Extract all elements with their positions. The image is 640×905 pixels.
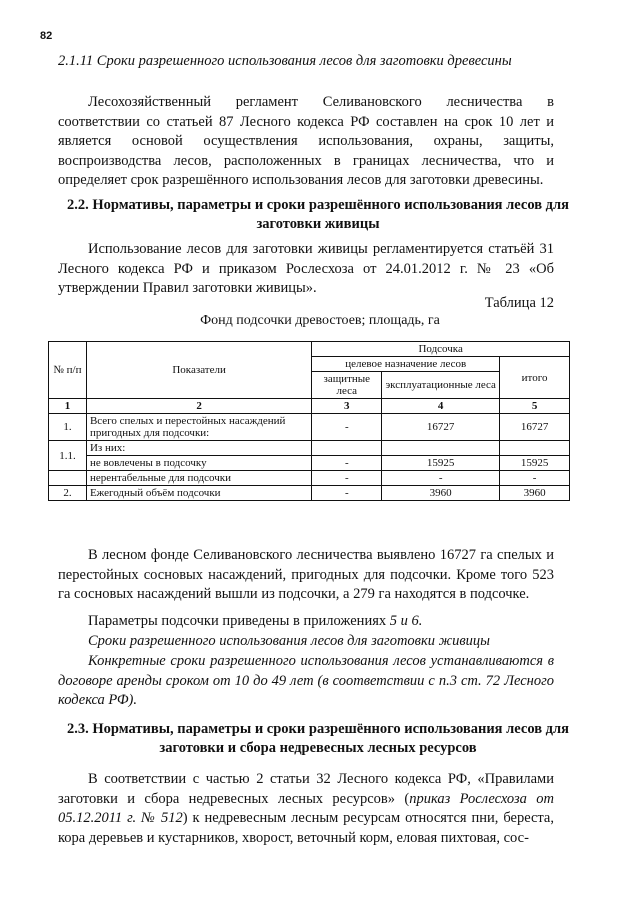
table-row <box>49 441 570 456</box>
header-podsochka: Подсочка <box>312 342 570 357</box>
header-indicators: Показатели <box>86 342 311 399</box>
header-number: № п/п <box>49 342 87 399</box>
row-protective: - <box>312 471 382 486</box>
header-protective: защитные леса <box>312 372 382 399</box>
col-number: 3 <box>312 399 382 414</box>
row-name: Всего спелых и перестойных насаждений пригодных для подсочки: <box>86 414 311 441</box>
paragraph-resin-law: Использование лесов для заготовки живицы регламентируется статьёй 31 Лесного кодекса РФ и приказом Рослесхоза от 24.01.2012 г. № 23 «Об утверждении Правил заготовки живицы». <box>58 241 554 296</box>
row-name: Ежегодный объём подсочки <box>86 486 311 501</box>
row-total <box>500 441 570 456</box>
paragraph-appendix-ref: Параметры подсочки приведены в приложениях 5 и 6. <box>88 613 423 629</box>
row-exploitation <box>382 441 500 456</box>
row-protective: - <box>312 456 382 471</box>
header-purpose: целевое назначение лесов <box>312 357 500 372</box>
row-name: нерентабельные для подсочки <box>86 471 311 486</box>
header-total: итого <box>500 357 570 399</box>
section-2-3-title: 2.3. Нормативы, параметры и сроки разрешённого использования лесов для заготовки и сбора недревесных лесных ресурсов <box>67 721 569 756</box>
row-name: Из них: <box>86 441 311 456</box>
table-row <box>49 456 570 471</box>
table-row <box>49 486 570 501</box>
col-number: 2 <box>86 399 311 414</box>
paragraph-lease-terms: Конкретные сроки разрешенного использования лесов устанавливаются в договоре аренды сроком от 10 до 49 лет (в соответствии с п.3 ст. 72 Лесного кодекса РФ). <box>58 653 554 708</box>
row-exploitation: 3960 <box>382 486 500 501</box>
row-protective <box>312 441 382 456</box>
row-number: 1.1. <box>49 441 87 471</box>
header-exploitation: эксплуатационные леса <box>382 372 500 399</box>
row-exploitation: 16727 <box>382 414 500 441</box>
table-row <box>49 471 570 486</box>
row-total: - <box>500 471 570 486</box>
subsection-title: 2.1.11 Сроки разрешенного использования лесов для заготовки древесины <box>58 53 512 69</box>
row-number: 1. <box>49 414 87 441</box>
row-number <box>49 471 87 486</box>
col-number: 4 <box>382 399 500 414</box>
paragraph-non-timber: В соответствии с частью 2 статьи 32 Лесного кодекса РФ, «Правилами заготовки и сбора недревесных лесных ресурсов» (приказ Рослесхоза от 05.12.2011 г. № 512) к недревесным лесным ресурсам относятся пни, береста, кора деревьев и кустарников, хворост, веточный корм, еловая пихтовая, сос- <box>58 771 554 846</box>
paragraph-regulation-term: Лесохозяйственный регламент Селивановского лесничества в соответствии со статьей 87 Лесного кодекса РФ составлен на срок 10 лет и является основой осуществления использования, охраны, защиты, воспроизводства лесов, расположенных в границах лесничества, что и определяет срок разрешённого использования лесов для заготовки древесины. <box>58 94 554 188</box>
row-exploitation: - <box>382 471 500 486</box>
section-2-2-title: 2.2. Нормативы, параметры и сроки разрешённого использования лесов для заготовки живицы <box>67 197 569 232</box>
row-total: 16727 <box>500 414 570 441</box>
row-name: не вовлечены в подсочку <box>86 456 311 471</box>
paragraph-tapping-fund: В лесном фонде Селивановского лесничества выявлено 16727 га спелых и перестойных сосновых насаждений, пригодных для подсочки. Кроме того 523 га сосновых насаждений вышли из подсочки, а 279 га находятся в подсочке. <box>58 547 554 602</box>
row-number: 2. <box>49 486 87 501</box>
table-number: Таблица 12 <box>484 295 554 311</box>
row-total: 15925 <box>500 456 570 471</box>
tapping-fund-table <box>48 341 570 501</box>
row-total: 3960 <box>500 486 570 501</box>
page-number: 82 <box>40 30 53 42</box>
italic-heading-resin-terms: Сроки разрешенного использования лесов для заготовки живицы <box>88 633 490 649</box>
col-number: 5 <box>500 399 570 414</box>
row-protective: - <box>312 414 382 441</box>
row-protective: - <box>312 486 382 501</box>
table-caption: Фонд подсочки древостоев; площадь, га <box>200 313 440 328</box>
table-row <box>49 414 570 441</box>
col-number: 1 <box>49 399 87 414</box>
row-exploitation: 15925 <box>382 456 500 471</box>
